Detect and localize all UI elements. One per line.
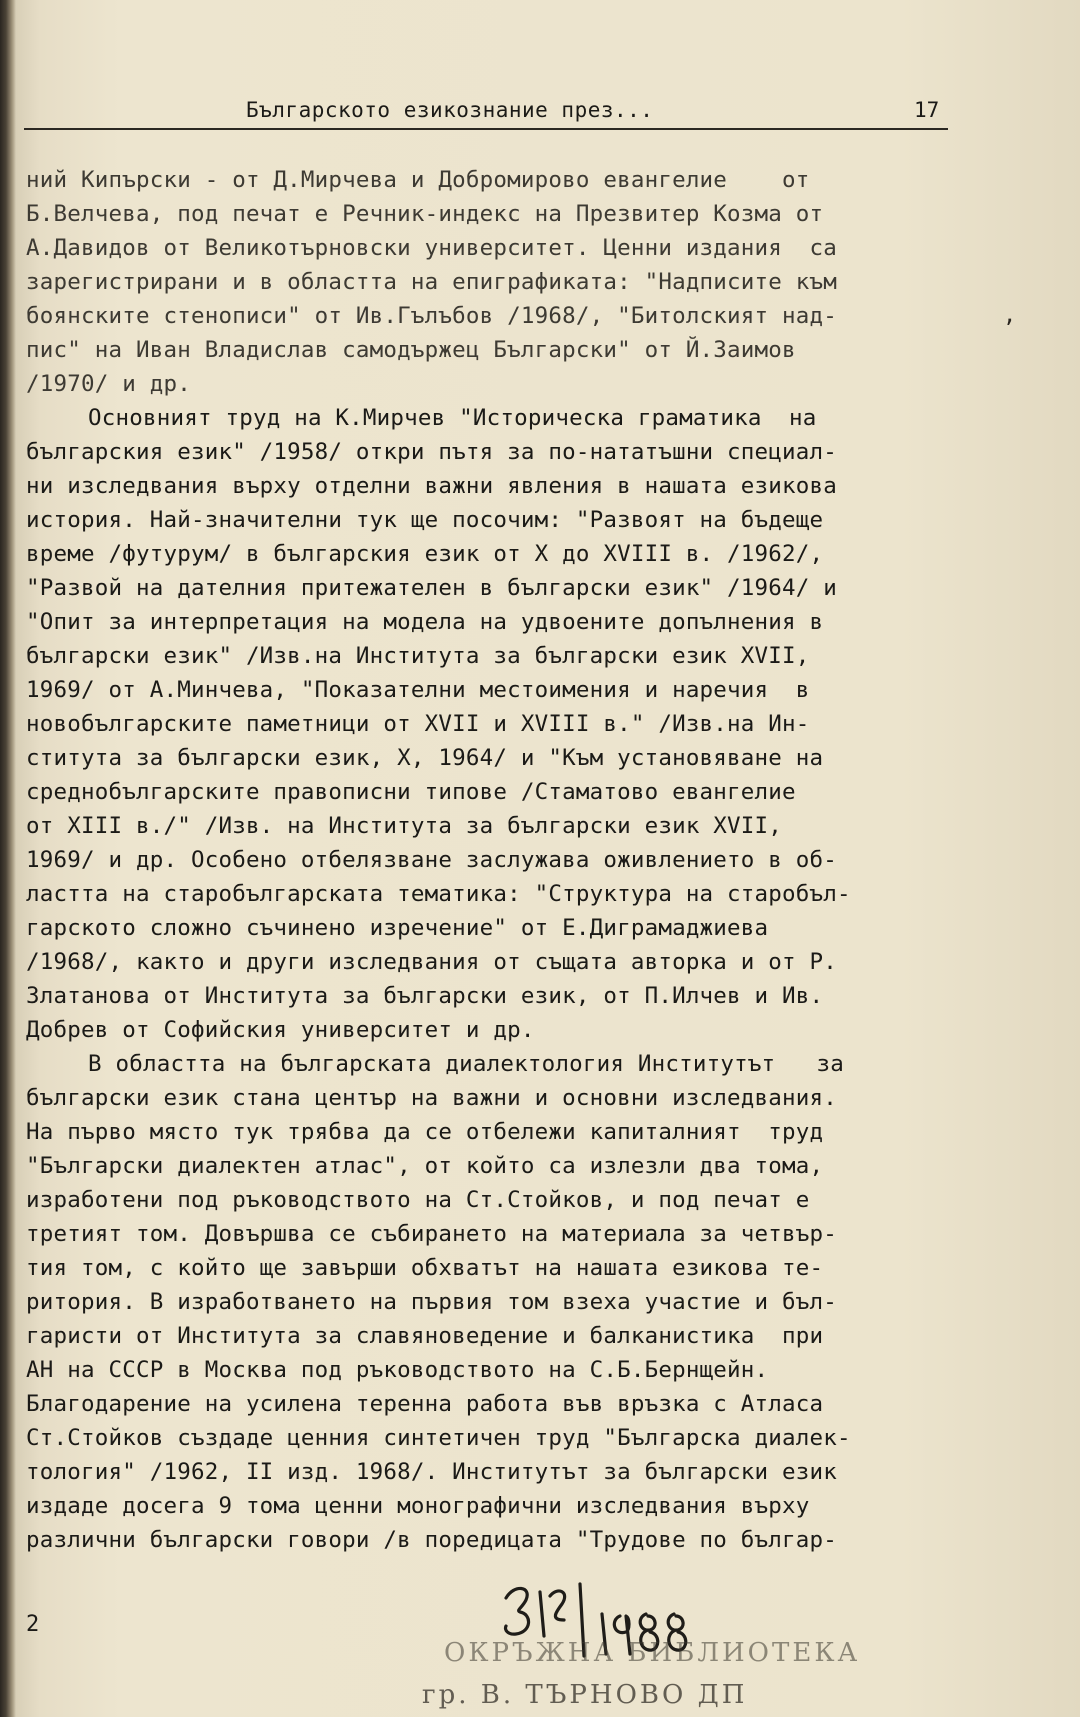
text-line: "Развой на дателния притежателен в български език" /1964/ и bbox=[26, 575, 838, 601]
text-line: издаде досега 9 тома ценни монографични изследвания върху bbox=[26, 1493, 810, 1519]
library-stamp-line1: ОКРЪЖНА БИБЛИОТЕКА bbox=[444, 1638, 861, 1668]
text-line: ни изследвания върху отделни важни явления в нашата езикова bbox=[26, 473, 838, 499]
text-line: среднобългарските правописни типове /Стаматово евангелие bbox=[26, 779, 796, 805]
text-line: български език" /Изв.на Института за български език XVII, bbox=[26, 643, 810, 669]
margin-mark: , bbox=[1003, 303, 1017, 328]
text-line: Ст.Стойков създаде ценния синтетичен труд "Българска диалек- bbox=[26, 1425, 851, 1451]
text-line: история. Най-значителни тук ще посочим: "Развоят на бъдеще bbox=[26, 507, 824, 533]
text-line: /1970/ и др. bbox=[26, 371, 191, 397]
text-line: Благодарение на усилена теренна работа във връзка с Атласа bbox=[26, 1391, 824, 1417]
text-line: българския език" /1958/ откри пътя за по-нататъшни специал- bbox=[26, 439, 838, 465]
text-line: пис" на Иван Владислав самодържец Български" от Й.Заимов bbox=[26, 337, 796, 363]
text-line: време /футурум/ в българския език от X до XVIII в. /1962/, bbox=[26, 541, 824, 567]
text-line: Златанова от Института за български език, от П.Илчев и Ив. bbox=[26, 983, 824, 1009]
text-line: На първо място тук трябва да се отбележи капиталният труд bbox=[26, 1119, 824, 1145]
text-line: АН на СССР в Москва под ръководството на С.Б.Бернщейн. bbox=[26, 1357, 769, 1383]
text-line: гарското сложно съчинено изречение" от Е.Диграмаджиева bbox=[26, 915, 769, 941]
footer-number: 2 bbox=[26, 1612, 40, 1637]
text-line: "Български диалектен атлас", от който са излезли два тома, bbox=[26, 1153, 824, 1179]
text-line: 1969/ и др. Особено отбелязване заслужава оживлението в об- bbox=[26, 847, 838, 873]
binding-edge bbox=[0, 0, 16, 1717]
text-line: ритория. В изработването на първия том взеха участие и бъл- bbox=[26, 1289, 838, 1315]
text-line: тия том, с който ще завърши обхватът на нашата езикова те- bbox=[26, 1255, 824, 1281]
text-line: изработени под ръководството на Ст.Стойков, и под печат е bbox=[26, 1187, 810, 1213]
text-line: третият том. Довършва се събирането на материала за четвър- bbox=[26, 1221, 838, 1247]
text-line: А.Давидов от Великотърновски университет. Ценни издания са bbox=[26, 235, 838, 261]
text-line: боянските стенописи" от Ив.Гълъбов /1968/, "Битолският над- bbox=[26, 303, 838, 329]
text-line: гаристи от Института за славяноведение и балканистика при bbox=[26, 1323, 824, 1349]
text-line: различни български говори /в поредицата "Трудове по българ- bbox=[26, 1527, 838, 1553]
text-line: 1969/ от А.Минчева, "Показателни местоимения и наречия в bbox=[26, 677, 810, 703]
text-line: Добрев от Софийския университет и др. bbox=[26, 1017, 535, 1043]
text-line: български език стана център на важни и основни изследвания. bbox=[26, 1085, 838, 1111]
text-line: "Опит за интерпретация на модела на удвоените допълнения в bbox=[26, 609, 824, 635]
text-line: Б.Велчева, под печат е Речник-индекс на Презвитер Козма от bbox=[26, 201, 824, 227]
text-line: ститута за български език, X, 1964/ и "Към установяване на bbox=[26, 745, 824, 771]
text-line: новобългарските паметници от XVII и XVIII в." /Изв.на Ин- bbox=[26, 711, 810, 737]
header-rule bbox=[24, 128, 948, 130]
text-line: тология" /1962, II изд. 1968/. Институтът за български език bbox=[26, 1459, 838, 1485]
body-text bbox=[26, 163, 986, 1557]
paragraph-start-line: Основният труд на К.Мирчев "Историческа граматика на bbox=[88, 405, 817, 431]
header-title: Българското езикознание през... bbox=[246, 98, 654, 122]
text-line: ластта на старобългарската тематика: "Структура на старобъл- bbox=[26, 881, 851, 907]
page-number: 17 bbox=[914, 98, 940, 122]
library-stamp-line2: гр. В. ТЪРНОВО ДП bbox=[422, 1680, 748, 1710]
text-line: ний Кипърски - от Д.Мирчева и Добромирово евангелие от bbox=[26, 167, 810, 193]
text-line: /1968/, както и други изследвания от същата авторка и от Р. bbox=[26, 949, 838, 975]
text-line: от XIII в./" /Изв. на Института за български език XVII, bbox=[26, 813, 783, 839]
running-header bbox=[24, 98, 948, 128]
paragraph-start-line: В областта на българската диалектология Институтът за bbox=[88, 1051, 845, 1077]
text-line: зарегистрирани и в областта на епиграфиката: "Надписите към bbox=[26, 269, 838, 295]
